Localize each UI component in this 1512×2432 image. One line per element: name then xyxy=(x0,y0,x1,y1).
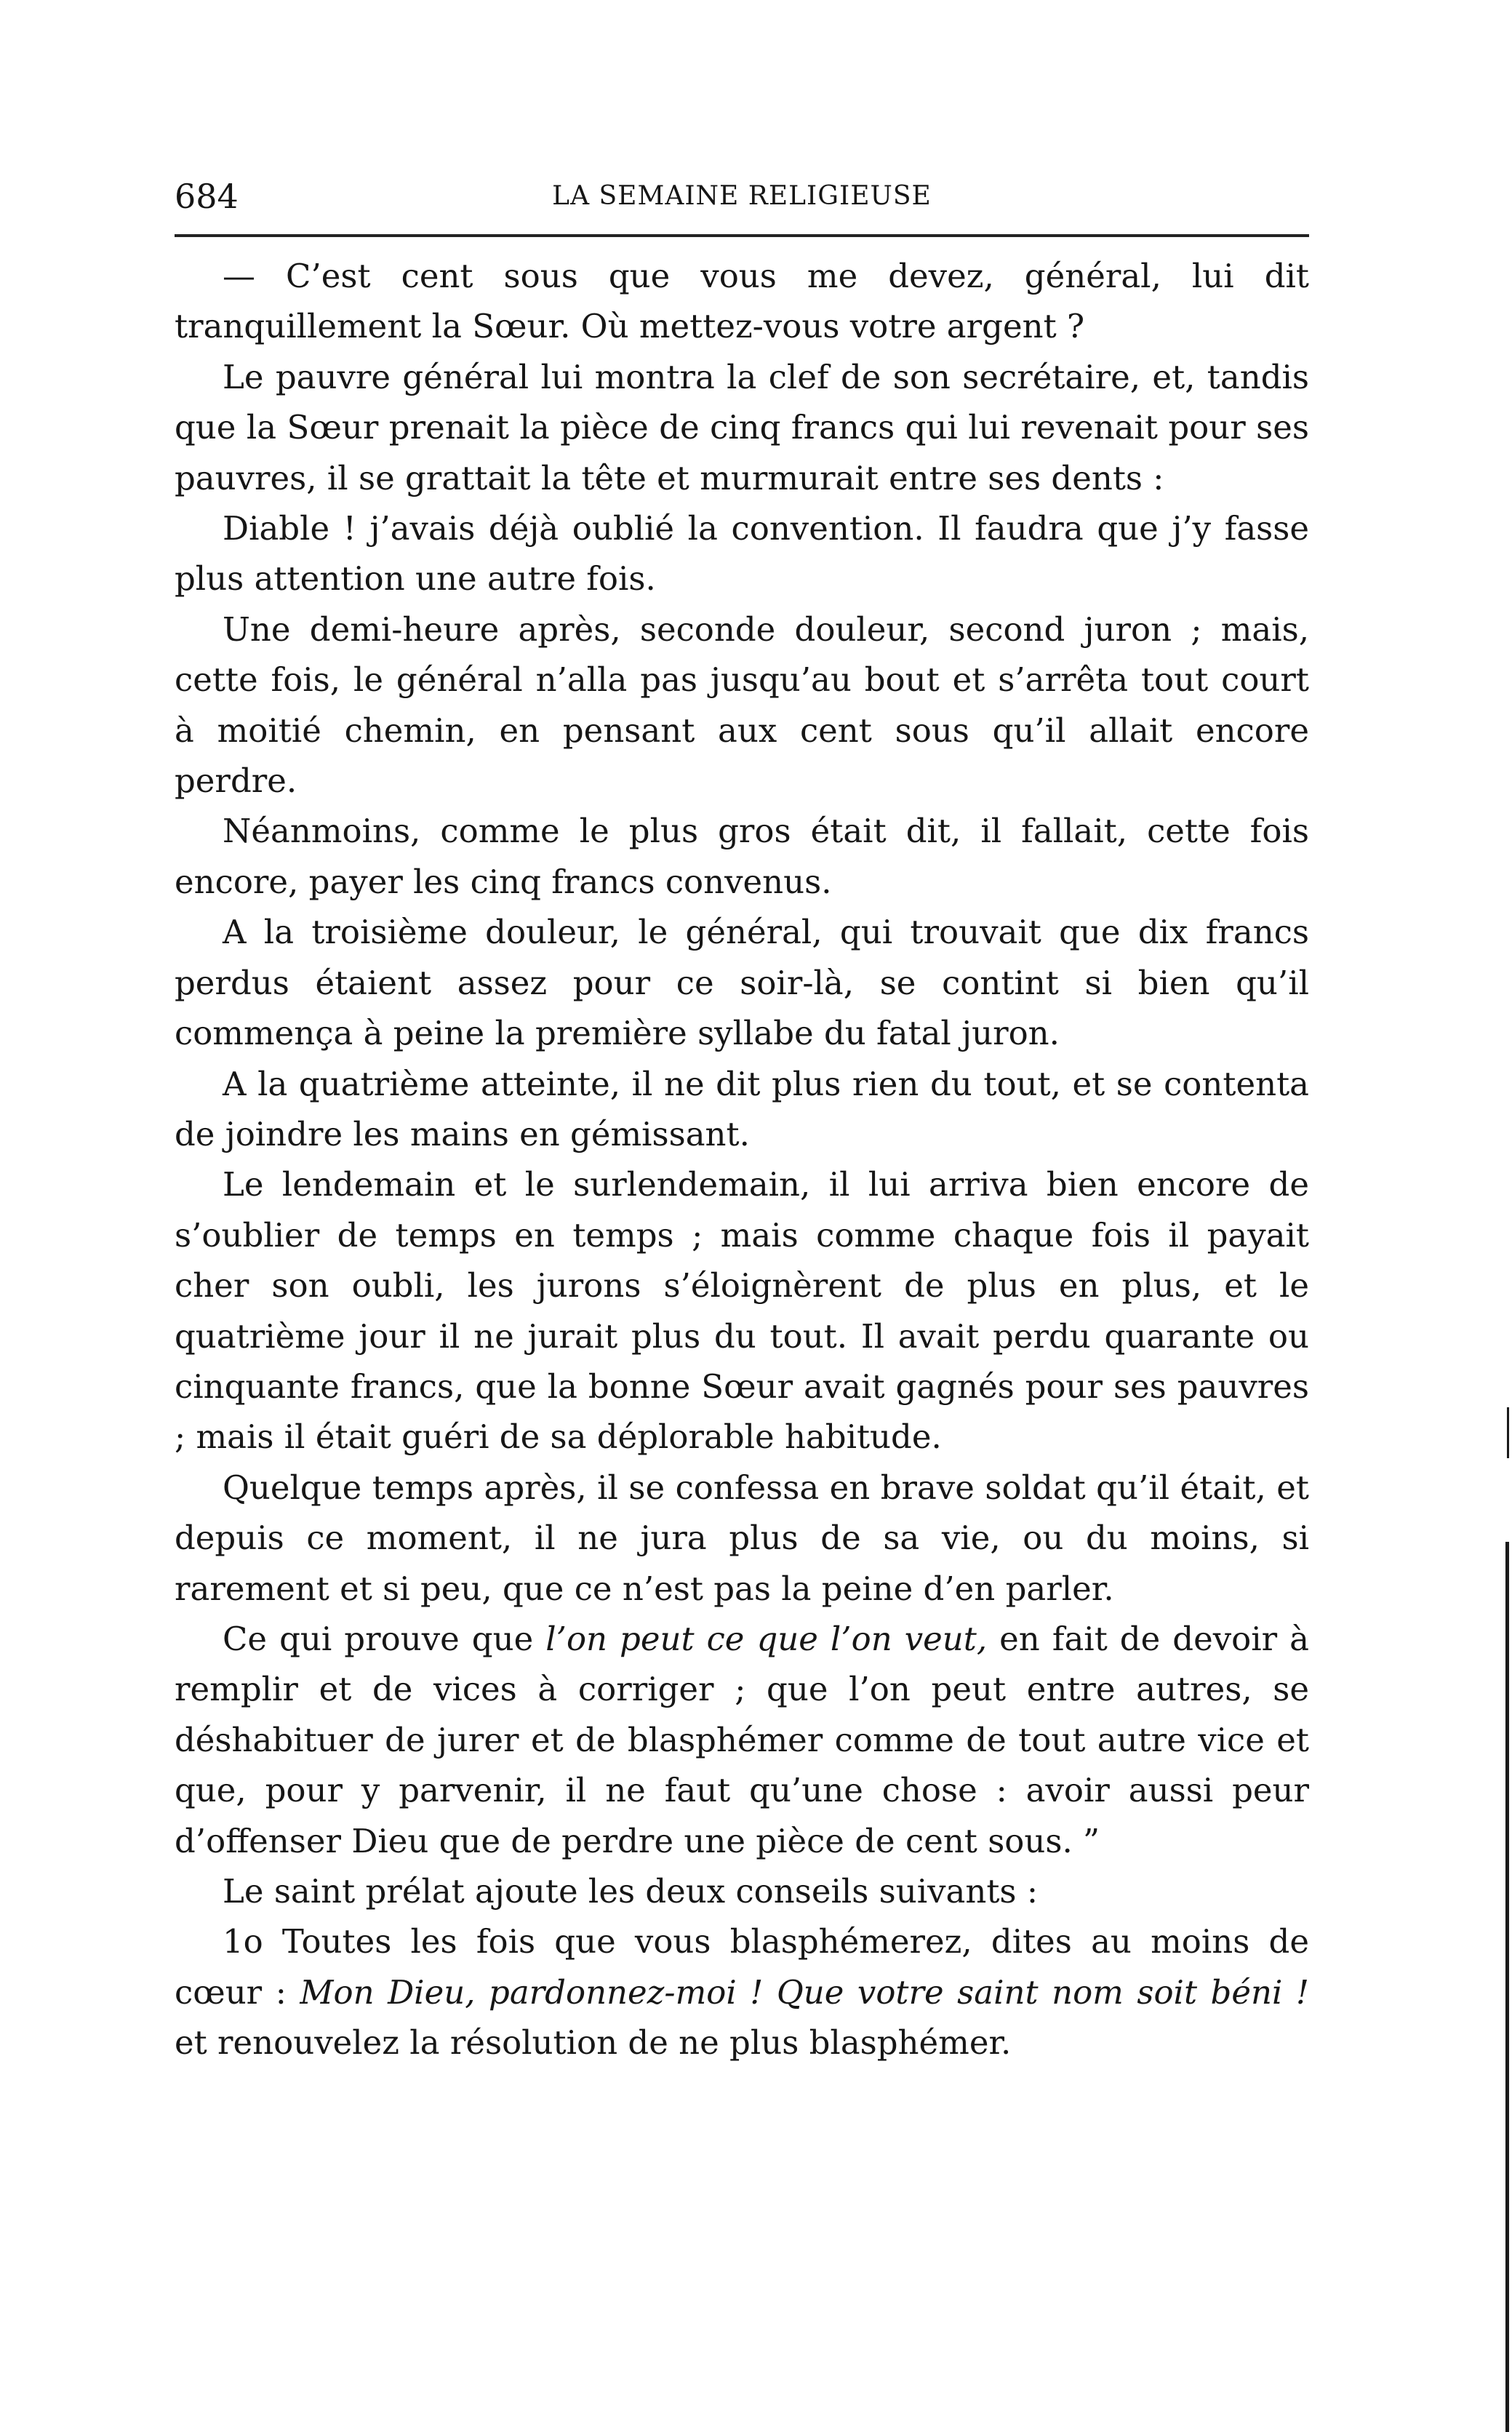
paragraph-10 xyxy=(175,1614,1309,1866)
paragraph-12-end: et renouvelez la résolution de ne plus blasphémer. xyxy=(175,2023,1012,2063)
header-rule xyxy=(175,234,1309,237)
paragraph-6: A la troisième douleur, le général, qui trouvait que dix francs perdus étaient assez pour ce soir-là, se contint si bien qu’il commença à peine la première syllabe du fatal juron. xyxy=(175,913,1309,1053)
paragraph-1: — C’est cent sous que vous me devez, général, lui dit tranquillement la Sœur. Où mettez-vous votre argent ? xyxy=(175,257,1309,346)
running-title: LA SEMAINE RELIGIEUSE xyxy=(552,181,932,211)
paragraph-12 xyxy=(175,1916,1309,2068)
paragraph-5: Néanmoins, comme le plus gros était dit, il fallait, cette fois encore, payer les cinq francs convenus. xyxy=(175,812,1309,901)
paragraph-8: Le lendemain et le surlendemain, il lui arriva bien encore de s’oublier de temps en temps ; mais comme chaque fois il payait cher son oubli, les jurons s’éloignèrent de plus en plus, et le quatrième jour il ne jurait plus du tout. Il avait perdu quarante ou cinquante francs, que la bonne Sœur avait gagnés pour ses pauvres ; mais il était guéri de sa déplorable habitude. xyxy=(175,1165,1309,1457)
paragraph-7: A la quatrième atteinte, il ne dit plus rien du tout, et se contenta de joindre les mains en gémissant. xyxy=(175,1064,1309,1153)
paragraph-3: Diable ! j’avais déjà oublié la convention. Il faudra que j’y fasse plus attention une autre fois. xyxy=(175,509,1309,599)
paragraph-12-start: 1o Toutes les fois que vous blasphémerez, dites au moins de cœur : xyxy=(175,1922,1309,2012)
paragraph-10-end: en fait de devoir à remplir et de vices à corriger ; que l’on peut entre autres, se déshabituer de jurer et de blasphémer comme de tout autre vice et que, pour y parvenir, il ne faut qu’une chose : avoir aussi peur d’offenser Dieu que de perdre une pièce de cent sous. ” xyxy=(175,1619,1309,1860)
scan-edge-mark-lower xyxy=(1505,1542,1509,2432)
paragraph-10-start: Ce qui prouve que xyxy=(223,1619,546,1658)
paragraph-10-italic: l’on peut ce que l’on veut, xyxy=(545,1619,988,1658)
paragraph-4: Une demi-heure après, seconde douleur, second juron ; mais, cette fois, le général n’alla pas jusqu’au bout et s’arrêta tout court à moitié chemin, en pensant aux cent sous qu’il allait encore perdre. xyxy=(175,609,1309,801)
paragraph-2: Le pauvre général lui montra la clef de son secrétaire, et, tandis que la Sœur prenait la pièce de cinq francs qui lui revenait pour ses pauvres, il se grattait la tête et murmurait entre ses dents : xyxy=(175,357,1309,497)
page-header xyxy=(175,175,1309,218)
body-text xyxy=(175,251,1309,2068)
paragraph-11: Le saint prélat ajoute les deux conseils suivants : xyxy=(223,1872,1038,1911)
scan-edge-mark-upper xyxy=(1507,1407,1509,1458)
paragraph-9: Quelque temps après, il se confessa en brave soldat qu’il était, et depuis ce moment, il ne jura plus de sa vie, ou du moins, si rarement et si peu, que ce n’est pas la peine d’en parler. xyxy=(175,1468,1309,1608)
paragraph-12-italic: Mon Dieu, pardonnez-moi ! Que votre saint nom soit béni ! xyxy=(300,1972,1309,2012)
page-number: 684 xyxy=(175,177,239,216)
